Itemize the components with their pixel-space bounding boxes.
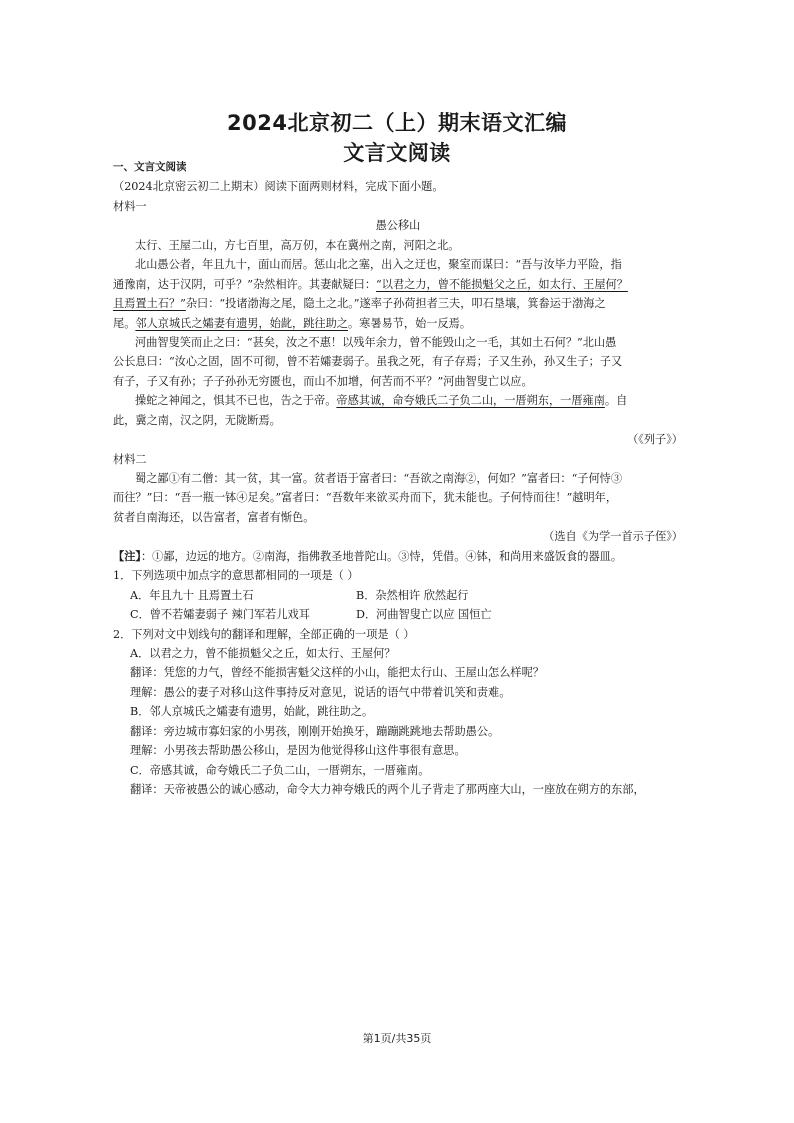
passage-line: 通豫南，达于汉阴，可乎？”杂然相许。其妻献疑曰：“以君之力，曾不能损魁父之丘，如太行、王屋何？ (113, 277, 628, 291)
underlined-sentence: 帝感其诚，命夸娥氏二子负二山，一厝朔东，一厝雍南 (336, 394, 605, 408)
document-title: 2024北京初二（上）期末语文汇编 (227, 111, 567, 135)
passage-line: 公长息曰：“汝心之固，固不可彻，曾不若孀妻弱子。虽我之死，有子存焉；子又生孙，孙又生子；子又 (113, 355, 623, 369)
underlined-sentence: “以君之力，曾不能损魁父之丘，如太行、王屋何？ (376, 277, 628, 291)
material1-source: （《列子》） (627, 433, 683, 447)
underlined-sentence: 邻人京城氏之孀妻有遗男，始龀，跳往助之 (135, 316, 348, 330)
option-b[interactable]: B．杂然相许 欣然起行 (356, 588, 469, 602)
material2-label: 材料二 (113, 452, 147, 466)
passage-line: 蜀之鄙①有二僧：其一贫，其一富。贫者语于富者曰：“吾欲之南海②，何如？”富者曰：“子何恃③ (135, 472, 623, 485)
passage-line: 而往？”曰：“吾一瓶一钵④足矣。”富者曰：“吾数年来欲买舟而下，犹未能也。子何恃而往！”越明年， (113, 491, 618, 505)
option-d[interactable]: D．河曲智叟亡以应 国恒亡 (356, 608, 492, 622)
section-heading: 一、文言文阅读 (113, 161, 187, 173)
material1-label: 材料一 (113, 199, 147, 213)
option-a[interactable]: A．以君之力，曾不能损魁父之丘，如太行、王屋何？ (130, 646, 396, 660)
document-body (113, 158, 683, 799)
passage-line: 且焉置土石？”杂曰：“投诸渤海之尾，隐土之北。”遂率子孙荷担者三夫，叩石垦壤，箕畚运于渤海之 (113, 297, 606, 311)
translation-text: 翻译：凭您的力气，曾经不能损害魁父这样的小山，能把太行山、王屋山怎么样呢？ (130, 666, 544, 680)
option-b[interactable]: B．邻人京城氏之孀妻有遗男，始龀，跳往助之。 (130, 705, 374, 719)
option-c[interactable]: C．曾不若孀妻弱子 辣门军若儿戏耳 (130, 608, 310, 622)
passage-line: 河曲智叟笑而止之曰：“甚矣，汝之不惠！以残年余力，曾不能毁山之一毛，其如土石何？”北山愚 (135, 335, 617, 349)
question-2-stem: 2．下列对文中划线句的翻译和理解，全部正确的一项是（ ） (113, 627, 415, 641)
material1-heading: 愚公移山 (375, 219, 421, 233)
passage-line: 贫者自南海还，以告富者，富者有惭色。 (113, 510, 315, 524)
understanding-text: 理解：小男孩去帮助愚公移山，是因为他觉得移山这件事很有意思。 (130, 744, 466, 758)
passage-line: 北山愚公者，年且九十，面山而居。惩山北之塞，出入之迂也，聚室而谋曰：“吾与汝毕力平险，指 (135, 258, 622, 272)
question-1-stem: 1．下列选项中加点字的意思都相同的一项是（ ） (113, 569, 359, 583)
annotation-note: 【注】：①鄙，边远的地方。②南海，指佛教圣地普陀山。③恃，凭借。④钵，和尚用来盛饭食的器皿。 (113, 549, 623, 563)
document-subtitle: 文言文阅读 (343, 141, 451, 165)
passage-line: 有子，子又有孙；子子孙孙无穷匮也，而山不加增，何苦而不平？”河曲智叟亡以应。 (113, 374, 533, 388)
question-1-options-row (113, 586, 683, 605)
translation-text: 翻译：旁边城市寡妇家的小男孩，刚刚开始换牙，蹦蹦跳跳地去帮助愚公。 (130, 724, 500, 738)
option-c[interactable]: C．帝感其诚，命夸娥氏二子负二山，一厝朔东，一厝雍南。 (130, 763, 430, 777)
understanding-text: 理解：愚公的妻子对移山这件事持反对意见，说话的语气中带着讥笑和责难。 (130, 685, 511, 699)
material2-source: （选自《为学一首示子侄》） (543, 530, 683, 544)
option-a[interactable]: A．年且九十 且焉置土石 (130, 588, 254, 602)
page-footer: 第1页/共35页 (362, 1032, 432, 1045)
translation-text: 翻译：天帝被愚公的诚心感动，命令大力神夸娥氏的两个儿子背走了那两座大山，一座放在朔方的东部， (130, 783, 645, 796)
intro-text: （2024北京密云初二上期末）阅读下面两则材料，完成下面小题。 (113, 180, 444, 194)
question-1-options-row (113, 605, 683, 624)
passage-line: 此，冀之南，汉之阴，无陇断焉。 (113, 413, 281, 427)
passage-line: 尾。邻人京城氏之孀妻有遗男，始龀，跳往助之。寒暑易节，始一反焉。 (113, 316, 472, 330)
note-label: 【注】 (113, 549, 141, 563)
underlined-sentence: 且焉置土石？” (113, 297, 186, 311)
passage-line: 太行、王屋二山，方七百里，高万仞，本在冀州之南，河阳之北。 (135, 238, 460, 252)
passage-line: 操蛇之神闻之，惧其不已也，告之于帝。帝感其诚，命夸娥氏二子负二山，一厝朔东，一厝雍南。自 (135, 394, 628, 408)
